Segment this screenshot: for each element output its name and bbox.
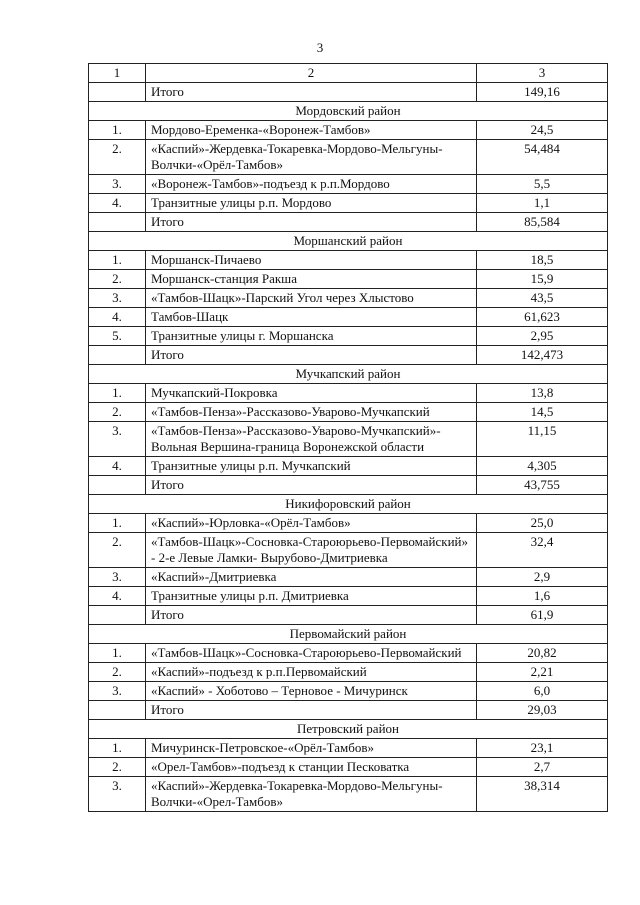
road-name: Тамбов-Шацк xyxy=(146,308,477,327)
road-length: 1,6 xyxy=(477,587,608,606)
road-name: Моршанск-Пичаево xyxy=(146,251,477,270)
table-row xyxy=(89,175,608,194)
district-name: Петровский район xyxy=(89,720,608,739)
roads-table-body xyxy=(89,64,608,812)
road-length: 85,584 xyxy=(477,213,608,232)
table-row xyxy=(89,251,608,270)
district-name: Мучкапский район xyxy=(89,365,608,384)
road-name: Итого xyxy=(146,213,477,232)
road-length: 5,5 xyxy=(477,175,608,194)
road-name: «Воронеж-Тамбов»-подъезд к р.п.Мордово xyxy=(146,175,477,194)
road-length: 20,82 xyxy=(477,644,608,663)
road-name: Моршанск-станция Ракша xyxy=(146,270,477,289)
row-number: 1. xyxy=(89,384,146,403)
row-number: 3. xyxy=(89,682,146,701)
road-length: 14,5 xyxy=(477,403,608,422)
road-name: Транзитные улицы г. Моршанска xyxy=(146,327,477,346)
road-name: Транзитные улицы р.п. Мордово xyxy=(146,194,477,213)
road-name: Итого xyxy=(146,701,477,720)
table-row xyxy=(89,533,608,568)
roads-table xyxy=(88,63,608,812)
road-name: Итого xyxy=(146,346,477,365)
road-name: «Каспий»-подъезд к р.п.Первомайский xyxy=(146,663,477,682)
row-number xyxy=(89,346,146,365)
table-row xyxy=(89,270,608,289)
district-header-row xyxy=(89,625,608,644)
total-row xyxy=(89,476,608,495)
road-name: «Тамбов-Пенза»-Рассказово-Уварово-Мучкапский xyxy=(146,403,477,422)
row-number: 2. xyxy=(89,140,146,175)
table-row xyxy=(89,739,608,758)
road-name: Транзитные улицы р.п. Мучкапский xyxy=(146,457,477,476)
road-length: 54,484 xyxy=(477,140,608,175)
road-length: 38,314 xyxy=(477,777,608,812)
total-row xyxy=(89,346,608,365)
table-row xyxy=(89,457,608,476)
road-length: 61,623 xyxy=(477,308,608,327)
row-number: 3. xyxy=(89,777,146,812)
table-row xyxy=(89,568,608,587)
road-name: «Тамбов-Пенза»-Рассказово-Уварово-Мучкапский»-Вольная Вершина-граница Воронежской области xyxy=(146,422,477,457)
header-col-1: 1 xyxy=(89,64,146,83)
row-number: 4. xyxy=(89,587,146,606)
road-length: 2,21 xyxy=(477,663,608,682)
total-row xyxy=(89,83,608,102)
road-name: «Каспий» - Хоботово – Терновое - Мичуринск xyxy=(146,682,477,701)
row-number xyxy=(89,83,146,102)
row-number: 2. xyxy=(89,270,146,289)
row-number: 4. xyxy=(89,457,146,476)
road-name: Мучкапский-Покровка xyxy=(146,384,477,403)
road-length: 2,9 xyxy=(477,568,608,587)
header-col-2: 2 xyxy=(146,64,477,83)
district-name: Моршанский район xyxy=(89,232,608,251)
road-name: «Орел-Тамбов»-подъезд к станции Песковатка xyxy=(146,758,477,777)
road-name: «Тамбов-Шацк»-Парский Угол через Хлыстово xyxy=(146,289,477,308)
total-row xyxy=(89,213,608,232)
row-number: 1. xyxy=(89,121,146,140)
table-row xyxy=(89,777,608,812)
row-number: 4. xyxy=(89,308,146,327)
row-number xyxy=(89,701,146,720)
table-row xyxy=(89,194,608,213)
road-length: 15,9 xyxy=(477,270,608,289)
row-number: 1. xyxy=(89,739,146,758)
road-name: Итого xyxy=(146,83,477,102)
road-length: 29,03 xyxy=(477,701,608,720)
road-length: 2,95 xyxy=(477,327,608,346)
table-row xyxy=(89,644,608,663)
district-header-row xyxy=(89,102,608,121)
road-length: 4,305 xyxy=(477,457,608,476)
road-length: 1,1 xyxy=(477,194,608,213)
road-length: 43,755 xyxy=(477,476,608,495)
row-number: 1. xyxy=(89,251,146,270)
row-number: 5. xyxy=(89,327,146,346)
table-row xyxy=(89,682,608,701)
row-number xyxy=(89,606,146,625)
row-number: 2. xyxy=(89,663,146,682)
road-length: 142,473 xyxy=(477,346,608,365)
road-length: 32,4 xyxy=(477,533,608,568)
district-header-row xyxy=(89,720,608,739)
road-length: 24,5 xyxy=(477,121,608,140)
table-row xyxy=(89,327,608,346)
table-row xyxy=(89,758,608,777)
road-length: 6,0 xyxy=(477,682,608,701)
road-name: «Тамбов-Шацк»-Сосновка-Староюрьево-Первомайский xyxy=(146,644,477,663)
row-number xyxy=(89,476,146,495)
road-name: Транзитные улицы р.п. Дмитриевка xyxy=(146,587,477,606)
road-name: Мичуринск-Петровское-«Орёл-Тамбов» xyxy=(146,739,477,758)
road-length: 149,16 xyxy=(477,83,608,102)
road-name: «Каспий»-Дмитриевка xyxy=(146,568,477,587)
road-length: 11,15 xyxy=(477,422,608,457)
road-length: 18,5 xyxy=(477,251,608,270)
district-header-row xyxy=(89,232,608,251)
table-row xyxy=(89,308,608,327)
road-name: «Каспий»-Юрловка-«Орёл-Тамбов» xyxy=(146,514,477,533)
table-row xyxy=(89,663,608,682)
road-name: «Каспий»-Жердевка-Токаревка-Мордово-Мельгуны-Волчки-«Орел-Тамбов» xyxy=(146,777,477,812)
row-number: 4. xyxy=(89,194,146,213)
road-name: «Каспий»-Жердевка-Токаревка-Мордово-Мельгуны-Волчки-«Орёл-Тамбов» xyxy=(146,140,477,175)
row-number: 2. xyxy=(89,403,146,422)
table-row xyxy=(89,403,608,422)
district-name: Первомайский район xyxy=(89,625,608,644)
road-name: Мордово-Еременка-«Воронеж-Тамбов» xyxy=(146,121,477,140)
road-length: 2,7 xyxy=(477,758,608,777)
table-header-row xyxy=(89,64,608,83)
row-number: 1. xyxy=(89,514,146,533)
row-number: 2. xyxy=(89,758,146,777)
district-name: Мордовский район xyxy=(89,102,608,121)
table-row xyxy=(89,121,608,140)
road-length: 61,9 xyxy=(477,606,608,625)
road-length: 13,8 xyxy=(477,384,608,403)
row-number: 3. xyxy=(89,422,146,457)
road-name: Итого xyxy=(146,606,477,625)
table-row xyxy=(89,384,608,403)
district-name: Никифоровский район xyxy=(89,495,608,514)
road-name: Итого xyxy=(146,476,477,495)
row-number: 3. xyxy=(89,289,146,308)
road-length: 43,5 xyxy=(477,289,608,308)
row-number: 3. xyxy=(89,568,146,587)
district-header-row xyxy=(89,495,608,514)
total-row xyxy=(89,701,608,720)
road-name: «Тамбов-Шацк»-Сосновка-Староюрьево-Первомайский» - 2-е Левые Ламки- Вырубово-Дмитриевка xyxy=(146,533,477,568)
table-row xyxy=(89,514,608,533)
table-row xyxy=(89,587,608,606)
table-row xyxy=(89,140,608,175)
header-col-3: 3 xyxy=(477,64,608,83)
table-row xyxy=(89,289,608,308)
row-number: 3. xyxy=(89,175,146,194)
road-length: 25,0 xyxy=(477,514,608,533)
row-number: 2. xyxy=(89,533,146,568)
table-row xyxy=(89,422,608,457)
total-row xyxy=(89,606,608,625)
district-header-row xyxy=(89,365,608,384)
row-number: 1. xyxy=(89,644,146,663)
row-number xyxy=(89,213,146,232)
road-length: 23,1 xyxy=(477,739,608,758)
page-number: 3 xyxy=(316,40,324,55)
